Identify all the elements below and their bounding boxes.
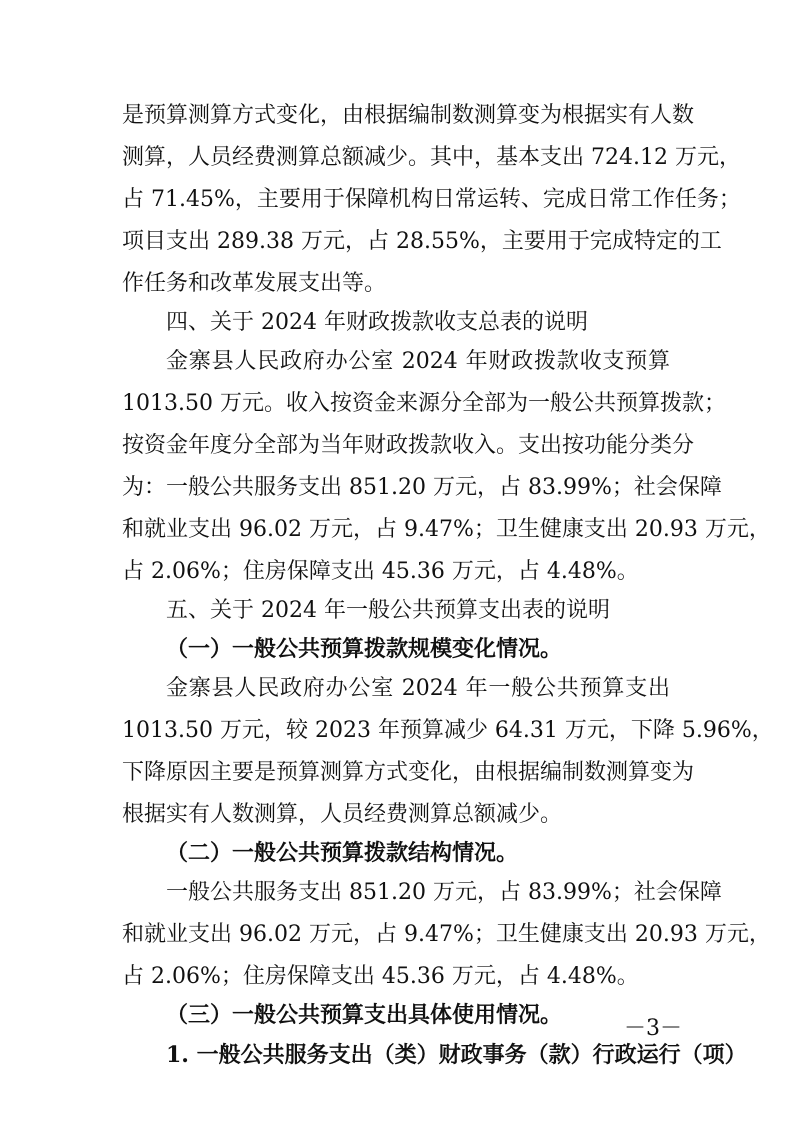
subheading-one: （一）一般公共预算拨款规模变化情况。 bbox=[166, 636, 563, 662]
section-heading-four: 四、关于 2024 年财政拨款收支总表的说明 bbox=[166, 310, 588, 335]
paragraph-line: 为：一般公共服务支出 851.20 万元，占 83.99%；社会保障 bbox=[122, 475, 722, 500]
paragraph-line: 测算，人员经费测算总额减少。其中，基本支出 724.12 万元， bbox=[122, 145, 741, 170]
page-number: －3－ bbox=[624, 1016, 682, 1041]
paragraph-line: 占 71.45%，主要用于保障机构日常运转、完成日常工作任务； bbox=[122, 187, 741, 212]
paragraph-line: 和就业支出 96.02 万元，占 9.47%；卫生健康支出 20.93 万元， bbox=[122, 517, 771, 542]
subheading-three: （三）一般公共预算支出具体使用情况。 bbox=[166, 1002, 563, 1028]
subheading-item-one: 1. 一般公共服务支出（类）财政事务（款）行政运行（项） bbox=[166, 1042, 747, 1068]
paragraph-line: 和就业支出 96.02 万元，占 9.47%；卫生健康支出 20.93 万元， bbox=[122, 922, 771, 947]
paragraph-line: 一般公共服务支出 851.20 万元，占 83.99%；社会保障 bbox=[166, 880, 722, 905]
subheading-two: （二）一般公共预算拨款结构情况。 bbox=[166, 840, 519, 866]
paragraph-line: 1013.50 万元，较 2023 年预算减少 64.31 万元，下降 5.96%， bbox=[122, 718, 774, 743]
paragraph-line: 下降原因主要是预算测算方式变化，由根据编制数测算变为 bbox=[122, 760, 695, 785]
paragraph-line: 金寨县人民政府办公室 2024 年财政拨款收支预算 bbox=[166, 349, 670, 374]
section-heading-five: 五、关于 2024 年一般公共预算支出表的说明 bbox=[166, 598, 610, 623]
paragraph-line: 占 2.06%；住房保障支出 45.36 万元，占 4.48%。 bbox=[122, 559, 639, 584]
paragraph-line: 作任务和改革发展支出等。 bbox=[122, 271, 387, 296]
paragraph-line: 占 2.06%；住房保障支出 45.36 万元，占 4.48%。 bbox=[122, 964, 639, 989]
paragraph-line: 项目支出 289.38 万元，占 28.55%，主要用于完成特定的工 bbox=[122, 229, 722, 254]
paragraph-line: 根据实有人数测算，人员经费测算总额减少。 bbox=[122, 802, 563, 827]
paragraph-line: 金寨县人民政府办公室 2024 年一般公共预算支出 bbox=[166, 676, 670, 701]
paragraph-line: 1013.50 万元。收入按资金来源分全部为一般公共预算拨款； bbox=[122, 391, 726, 416]
paragraph-line: 是预算测算方式变化，由根据编制数测算变为根据实有人数 bbox=[122, 103, 695, 128]
paragraph-line: 按资金年度分全部为当年财政拨款收入。支出按功能分类分 bbox=[122, 433, 695, 458]
